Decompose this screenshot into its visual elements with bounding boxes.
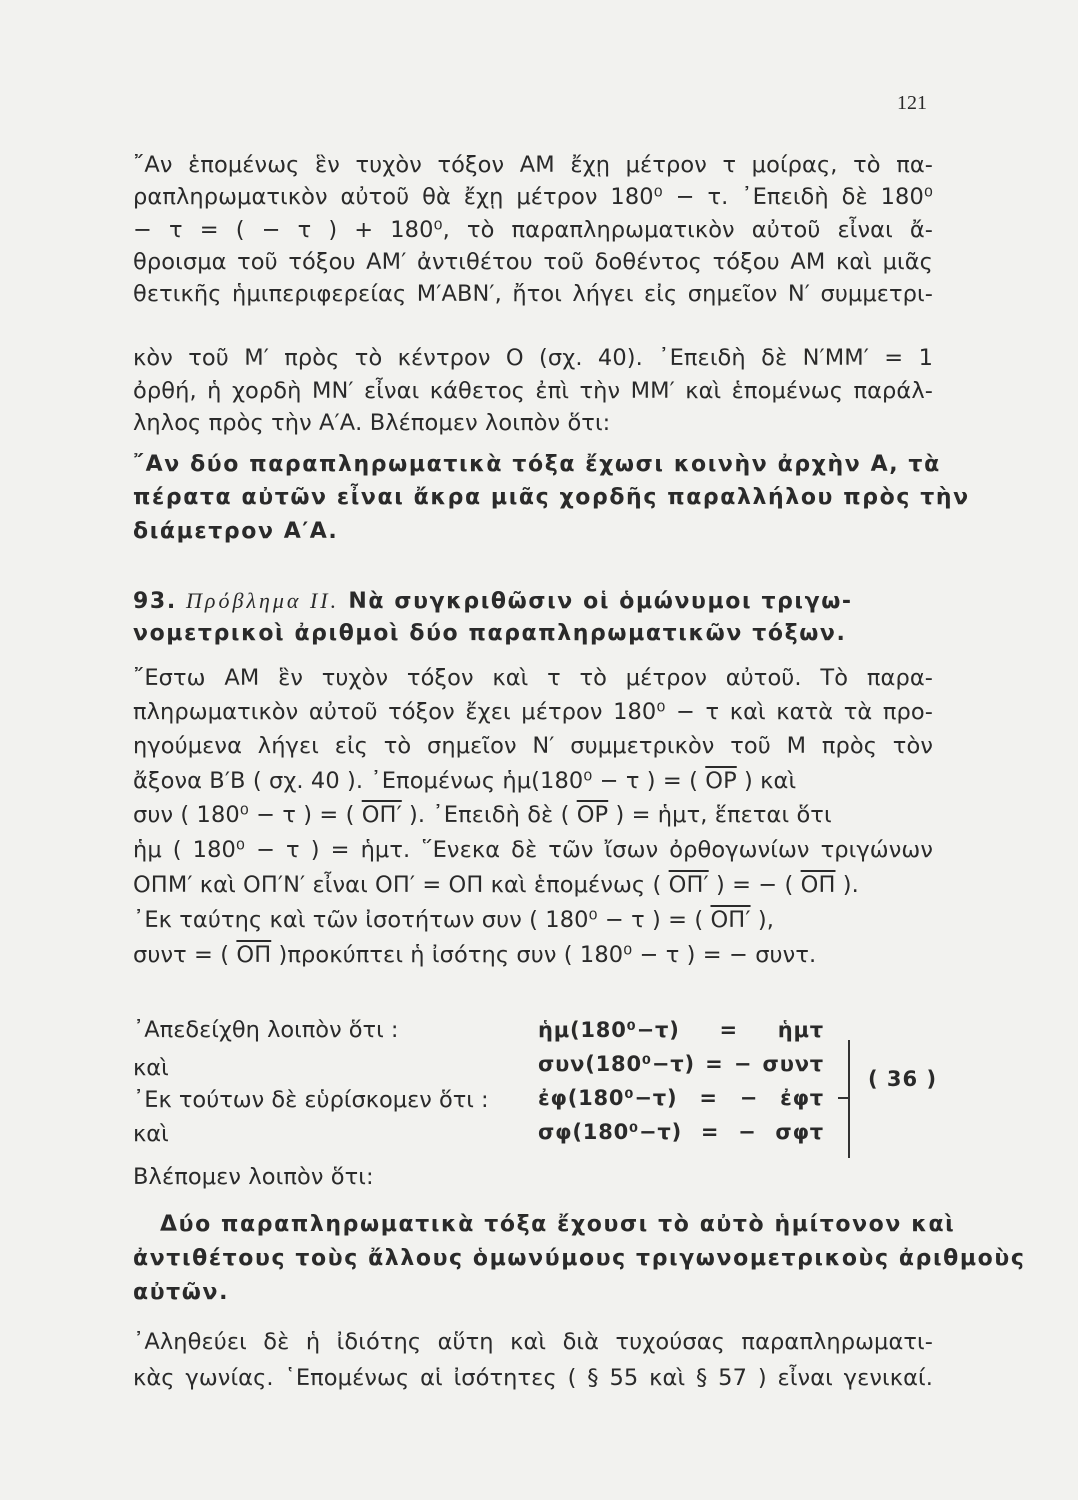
problem-title-line-2: νομετρικοὶ ἀριθμοὶ δύο παραπληρωματικῶν τόξων. [133,621,847,646]
problem-title-line-1: Νὰ συγκριθῶσιν οἱ ὁμώνυμοι τριγω- [348,589,853,614]
problem-label: Πρόβλημα ΙΙ. [186,588,340,613]
paragraph-2-line-8-text: ᾿Εκ ταύτης καὶ τῶν ἰσοτήτων συν ( 180⁰ − τ ) = ( [133,907,704,933]
paragraph-3-line-2: κὰς γωνίας. ῾Επομένως αἱ ἰσότητες ( § 55 καὶ § 57 ) εἶναι γενικαί. [133,1365,933,1391]
paragraph-1-line-4: θροισμα τοῦ τόξου ΑΜ′ ἀντιθέτου τοῦ δοθέντος τόξου ΑΜ καὶ μιᾶς [133,249,933,275]
paragraph-1-line-8: ληλος πρὸς τὴν Α′Α. Βλέπομεν λοιπὸν ὅτι: [133,410,611,436]
paragraph-2-line-4-end: ) καὶ [744,768,797,794]
paragraph-1-line-1: ῎Αν ἑπομένως ἓν τυχὸν τόξον ΑΜ ἔχῃ μέτρον τ μοίρας, τὸ πα- [133,152,933,178]
paragraph-2-line-3: ηγούμενα λήγει εἰς τὸ σημεῖον Ν′ συμμετρικὸν τοῦ Μ πρὸς τὸν [133,733,933,759]
paragraph-2-line-1: ῎Εστω ΑΜ ἓν τυχὸν τόξον καὶ τ τὸ μέτρον αὐτοῦ. Τὸ παρα- [133,665,933,691]
vector-op-prime: ΟΠ′ [710,907,751,933]
paragraph-2-line-7-text: ΟΠΜ′ καὶ ΟΠ′Ν′ εἶναι ΟΠ′ = ΟΠ καὶ ἑπομένως ( [133,872,662,898]
theorem-1-line-3: διάμετρον Α′Α. [133,519,339,544]
vector-op-prime: ΟΠ′ [361,802,402,828]
paragraph-2-line-7 [133,870,933,900]
paragraph-2-line-5-text: συν ( 180⁰ − τ ) = ( [133,802,355,828]
paragraph-2-line-8-end: ), [757,907,774,933]
paragraph-2-line-4 [133,766,933,796]
paragraph-1-line-2: ραπληρωματικὸν αὐτοῦ θὰ ἔχῃ μέτρον 180⁰ − τ. ᾿Επειδὴ δὲ 180⁰ [133,184,933,210]
paragraph-2-line-5 [133,800,933,830]
theorem-2-line-3: αὐτῶν. [133,1280,230,1305]
paragraph-1-line-3: − τ = ( − τ ) + 180⁰, τὸ παραπληρωματικὸν αὐτοῦ εἶναι ἄ- [133,217,933,243]
vector-op: $\overline{OP}$ [705,768,737,794]
theorem-2-line-1: Δύο παραπληρωματικὰ τόξα ἔχουσι τὸ αὐτὸ ἡμίτονον καὶ [160,1212,956,1237]
paragraph-3-line-1: ᾿Αληθεύει δὲ ἡ ἰδιότης αὕτη καὶ διὰ τυχούσας παραπληρωματι- [133,1329,933,1355]
vector-op: $\overline{O\Pi}$ [800,872,836,898]
paragraph-1-line-7: ὀρθή, ἡ χορδὴ ΜΝ′ εἶναι κάθετος ἐπὶ τὴν ΜΜ′ καὶ ἑπομένως παράλ- [133,378,933,404]
paragraph-2-line-2: πληρωματικὸν αὐτοῦ τόξον ἔχει μέτρον 180⁰ − τ καὶ κατὰ τὰ προ- [133,699,933,725]
equation-cos: συν(180⁰−τ) = − συντ [538,1052,824,1076]
equation-cot: σφ(180⁰−τ) = − σφτ [538,1120,824,1144]
equation-left-4: καὶ [133,1121,169,1147]
equation-left-3: ᾿Εκ τούτων δὲ εὑρίσκομεν ὅτι : [133,1087,489,1113]
paragraph-2-line-6: ἡμ ( 180⁰ − τ ) = ἡμτ. ῞Ενεκα δὲ τῶν ἴσων ὀρθογωνίων τριγώνων [133,837,933,863]
equation-brace [838,1040,850,1158]
paragraph-2-line-4-text: ἄξονα Β′Β ( σχ. 40 ). ᾿Επομένως ἡμ(180⁰ − τ ) = ( [133,768,698,794]
page-number: 121 [897,92,927,114]
equation-number: ( 36 ) [868,1067,938,1091]
paragraph-2-line-7-mid: ) = − ( [715,872,794,898]
equation-left-1: ᾿Απεδείχθη λοιπὸν ὅτι : [133,1017,399,1043]
paragraph-2-line-8 [133,905,933,935]
conclusion-intro: Βλέπομεν λοιπὸν ὅτι: [133,1164,374,1190]
equation-tan: ἐφ(180⁰−τ) = − ἐφτ [538,1086,824,1110]
paragraph-2-line-5-mid: ). ᾿Επειδὴ δὲ ( [409,802,570,828]
equation-sin: ἡμ(180⁰−τ) = ἡμτ [538,1018,824,1042]
vector-op-prime: ΟΠ′ [668,872,709,898]
paragraph-2-line-7-end: ). [842,872,859,898]
problem-heading [133,586,933,617]
problem-number: 93. [133,589,177,614]
theorem-1-line-1: ῎Αν δύο παραπληρωματικὰ τόξα ἔχωσι κοινὴν ἀρχὴν Α, τὰ [133,452,941,477]
paragraph-1-line-5: θετικῆς ἡμιπεριφερείας Μ′ΑΒΝ′, ἤτοι λήγει εἰς σημεῖον Ν′ συμμετρι- [133,281,933,307]
paragraph-2-line-5-end: ) = ἡμτ, ἕπεται ὅτι [615,802,832,828]
vector-op: $\overline{OP}$ [576,802,609,828]
equation-brace-point [838,1097,848,1099]
paragraph-2-line-9-text: συντ = ( [133,942,230,968]
vector-op: $\overline{O\Pi}$ [236,942,272,968]
paragraph-1-line-6: κὸν τοῦ Μ′ πρὸς τὸ κέντρον Ο (σχ. 40). ᾿Επειδὴ δὲ Ν′ΜΜ′ = 1 [133,345,933,371]
equation-left-2: καὶ [133,1055,169,1081]
theorem-1-line-2: πέρατα αὐτῶν εἶναι ἄκρα μιᾶς χορδῆς παραλλήλου πρὸς τὴν [133,485,970,510]
paragraph-2-line-9-end: )προκύπτει ἡ ἰσότης συν ( 180⁰ − τ ) = − συντ. [278,942,817,968]
theorem-2-line-2: ἀντιθέτους τοὺς ἄλλους ὁμωνύμους τριγωνομετρικοὺς ἀριθμοὺς [133,1246,1026,1271]
paragraph-2-line-9 [133,940,933,970]
